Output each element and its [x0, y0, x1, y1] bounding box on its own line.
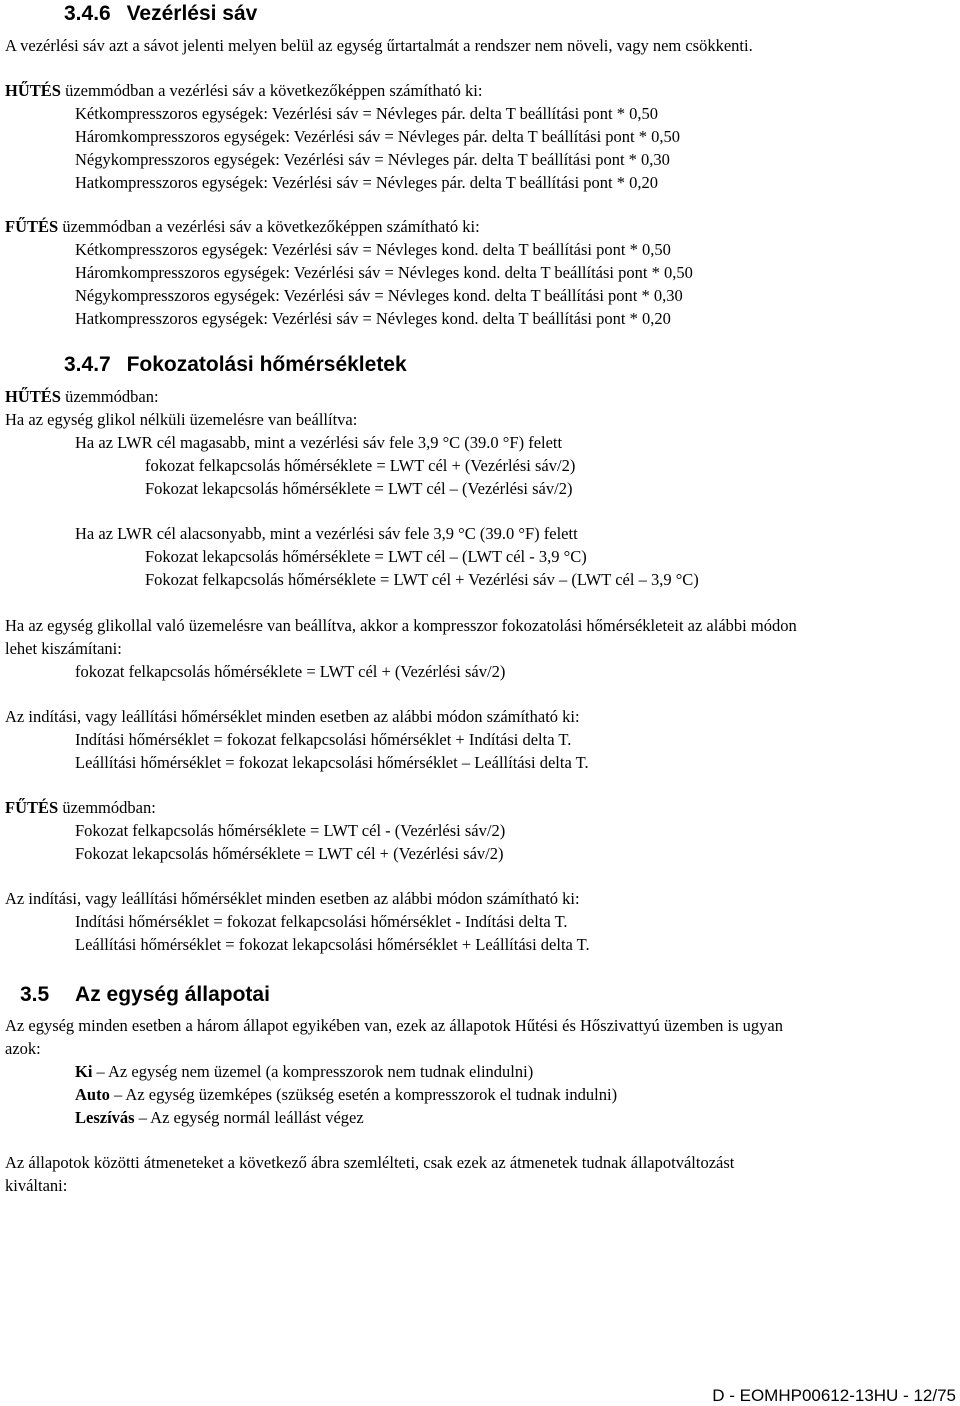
mode-text: üzemmódban: — [60, 387, 159, 406]
section-heading-3-4-6 — [64, 2, 257, 26]
mode-text: üzemmódban: — [58, 798, 156, 817]
state-item — [75, 1062, 533, 1082]
text-line: Az egység minden esetben a három állapot egyikében van, ezek az állapotok Hűtési és Hőszivattyú üzemben is ugyan — [5, 1016, 783, 1035]
mode-label: FŰTÉS — [5, 217, 59, 236]
formula-line: Háromkompresszoros egységek: Vezérlési sáv = Névleges kond. delta T beállítási pont * 0,50 — [75, 263, 693, 282]
formula-line: Fokozat lekapcsolás hőmérséklete = LWT cél + (Vezérlési sáv/2) — [75, 844, 504, 863]
section-number: 3.4.6 — [64, 2, 111, 25]
section-heading-3-4-7 — [64, 353, 407, 377]
cooling-heading — [5, 81, 482, 101]
state-item — [75, 1108, 364, 1128]
formula-line: Hatkompresszoros egységek: Vezérlési sáv = Névleges kond. delta T beállítási pont * 0,20 — [75, 309, 671, 328]
state-desc: – Az egység üzemképes (szükség esetén a kompresszorok el tudnak indulni) — [109, 1085, 618, 1104]
formula-line: fokozat felkapcsolás hőmérséklete = LWT cél + (Vezérlési sáv/2) — [75, 662, 506, 681]
formula-line: Háromkompresszoros egységek: Vezérlési sáv = Névleges pár. delta T beállítási pont * 0,50 — [75, 127, 680, 146]
state-item — [75, 1085, 617, 1105]
formula-line: Fokozat lekapcsolás hőmérséklete = LWT cél – (LWT cél - 3,9 °C) — [145, 547, 587, 566]
state-desc: – Az egység normál leállást végez — [134, 1108, 364, 1127]
formula-line: Fokozat felkapcsolás hőmérséklete = LWT cél + Vezérlési sáv – (LWT cél – 3,9 °C) — [145, 570, 699, 589]
text-line: azok: — [5, 1039, 41, 1058]
mode-label: FŰTÉS — [5, 798, 59, 817]
formula-line: Leállítási hőmérséklet = fokozat lekapcsolási hőmérséklet + Leállítási delta T. — [75, 935, 590, 954]
text-line: kiváltani: — [5, 1176, 68, 1195]
text-line: Ha az egység glikollal való üzemelésre van beállítva, akkor a kompresszor fokozatolási hőmérsékleteit az alábbi módon — [5, 616, 797, 635]
state-term: Ki — [75, 1062, 93, 1081]
state-desc: – Az egység nem üzemel (a kompresszorok nem tudnak elindulni) — [92, 1062, 534, 1081]
state-term: Leszívás — [75, 1108, 135, 1127]
section-title: Az egység állapotai — [75, 983, 270, 1006]
heating-heading — [5, 217, 480, 237]
heating-heading — [5, 798, 156, 818]
section-title: Fokozatolási hőmérsékletek — [126, 353, 407, 376]
text-line: lehet kiszámítani: — [5, 639, 122, 658]
text-line: Az indítási, vagy leállítási hőmérséklet minden esetben az alábbi módon számítható ki: — [5, 889, 580, 908]
text-line: Ha az egység glikol nélküli üzemelésre van beállítva: — [5, 410, 358, 429]
formula-line: Négykompresszoros egységek: Vezérlési sáv = Névleges kond. delta T beállítási pont * 0,30 — [75, 286, 683, 305]
formula-line: Fokozat felkapcsolás hőmérséklete = LWT cél - (Vezérlési sáv/2) — [75, 821, 506, 840]
paragraph: A vezérlési sáv azt a sávot jelenti melyen belül az egység űrtartalmát a rendszer nem növeli, vagy nem csökkenti. — [5, 36, 753, 55]
mode-text: üzemmódban a vezérlési sáv a következőképpen számítható ki: — [60, 81, 483, 100]
page-footer: D - EOMHP00612-13HU - 12/75 — [712, 1386, 956, 1405]
section-number: 3.4.7 — [64, 353, 111, 376]
section-number: 3.5 — [20, 983, 50, 1006]
formula-line: fokozat felkapcsolás hőmérséklete = LWT cél + (Vezérlési sáv/2) — [145, 456, 576, 475]
text-line: Az állapotok közötti átmeneteket a következő ábra szemlélteti, csak ezek az átmenetek tudnak állapotváltozást — [5, 1153, 735, 1172]
mode-text: üzemmódban a vezérlési sáv a következőképpen számítható ki: — [58, 217, 480, 236]
formula-line: Kétkompresszoros egységek: Vezérlési sáv = Névleges kond. delta T beállítási pont * 0,50 — [75, 240, 671, 259]
text-line: Ha az LWR cél magasabb, mint a vezérlési sáv fele 3,9 °C (39.0 °F) felett — [75, 433, 563, 452]
text-line: Ha az LWR cél alacsonyabb, mint a vezérlési sáv fele 3,9 °C (39.0 °F) felett — [75, 524, 578, 543]
state-term: Auto — [75, 1085, 110, 1104]
formula-line: Indítási hőmérséklet = fokozat felkapcsolási hőmérséklet - Indítási delta T. — [75, 912, 568, 931]
formula-line: Hatkompresszoros egységek: Vezérlési sáv = Névleges pár. delta T beállítási pont * 0,20 — [75, 173, 658, 192]
mode-label: HŰTÉS — [5, 81, 61, 100]
section-title: Vezérlési sáv — [126, 2, 258, 25]
formula-line: Leállítási hőmérséklet = fokozat lekapcsolási hőmérséklet – Leállítási delta T. — [75, 753, 589, 772]
text-line: Az indítási, vagy leállítási hőmérséklet minden esetben az alábbi módon számítható ki: — [5, 707, 580, 726]
section-heading-3-5 — [20, 983, 270, 1007]
mode-label: HŰTÉS — [5, 387, 61, 406]
cooling-heading — [5, 387, 159, 407]
formula-line: Négykompresszoros egységek: Vezérlési sáv = Névleges pár. delta T beállítási pont * 0,30 — [75, 150, 670, 169]
formula-line: Fokozat lekapcsolás hőmérséklete = LWT cél – (Vezérlési sáv/2) — [145, 479, 573, 498]
formula-line: Kétkompresszoros egységek: Vezérlési sáv = Névleges pár. delta T beállítási pont * 0,50 — [75, 104, 658, 123]
formula-line: Indítási hőmérséklet = fokozat felkapcsolási hőmérséklet + Indítási delta T. — [75, 730, 572, 749]
